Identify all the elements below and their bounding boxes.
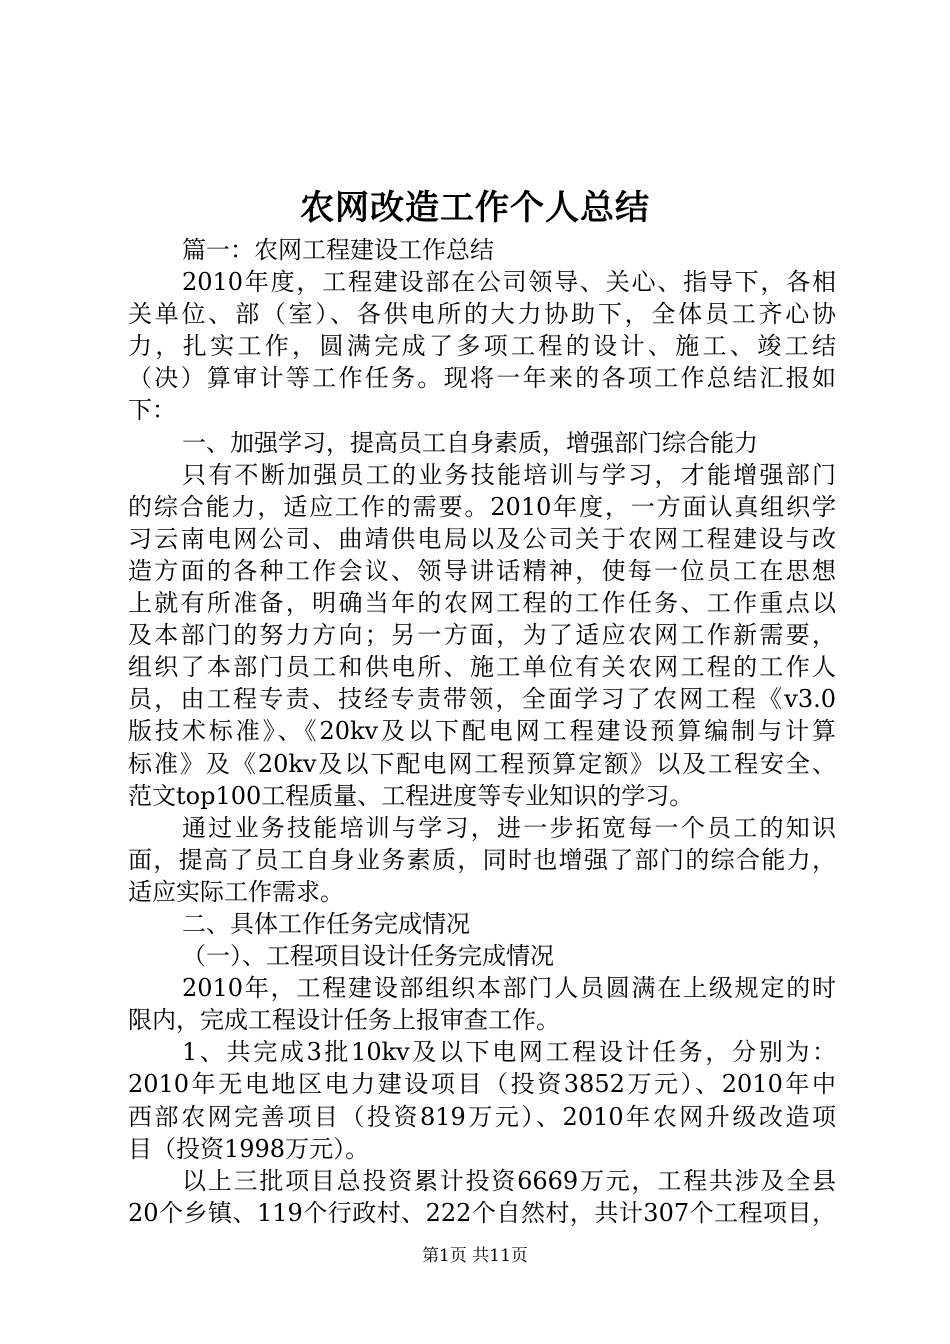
text-line: 造方面的各种工作会议、领导讲话精神，使每一位员工在思想 — [128, 556, 836, 585]
text-line: 上就有所准备，明确当年的农网工程的工作任务、工作重点以 — [128, 589, 836, 618]
text-line: 二、具体工作任务完成情况 — [182, 909, 470, 938]
text-line: 力，扎实工作，圆满完成了多项工程的设计、施工、竣工结 — [128, 332, 836, 361]
text-line: 篇一：农网工程建设工作总结 — [182, 236, 494, 264]
document-body — [128, 234, 836, 1229]
text-line: 的综合能力，适应工作的需要。2010年度，一方面认真组织学 — [128, 492, 836, 521]
text-line: 关单位、部（室）、各供电所的大力协助下，全体员工齐心协 — [128, 300, 836, 329]
text-line: 2010年无电地区电力建设项目（投资3852万元）、2010年中 — [128, 1070, 836, 1099]
text-line: 通过业务技能培训与学习，进一步拓宽每一个员工的知识 — [182, 813, 836, 842]
text-line: 面，提高了员工自身业务素质，同时也增强了部门的综合能力， — [128, 845, 836, 874]
text-line: 1、共完成3批10kv及以下电网工程设计任务，分别为： — [182, 1038, 836, 1067]
text-line: 习云南电网公司、曲靖供电局以及公司关于农网工程建设与改 — [128, 524, 836, 553]
text-line: 适应实际工作需求。 — [128, 877, 344, 906]
text-line: 2010年度，工程建设部在公司领导、关心、指导下，各相 — [182, 268, 836, 297]
text-line: 标准》及《20kv及以下配电网工程预算定额》以及工程安全、 — [128, 749, 836, 778]
page-footer: 第1页 共11页 — [422, 1246, 528, 1266]
text-line: 员，由工程专责、技经专责带领，全面学习了农网工程《v3.0 — [128, 685, 836, 714]
text-line: 目（投资1998万元）。 — [128, 1134, 370, 1163]
text-line: 下： — [128, 396, 176, 425]
text-line: 版技术标准》、《20kv及以下配电网工程建设预算编制与计算 — [128, 717, 836, 746]
text-line: 只有不断加强员工的业务技能培训与学习，才能增强部门 — [182, 460, 836, 489]
text-line: 限内，完成工程设计任务上报审查工作。 — [128, 1006, 560, 1035]
text-line: 20个乡镇、119个行政村、222个自然村，共计307个工程项目， — [128, 1198, 836, 1227]
text-line: （一）、工程项目设计任务完成情况 — [182, 942, 554, 971]
text-line: 以上三批项目总投资累计投资6669万元，工程共涉及全县 — [182, 1166, 836, 1195]
text-line: 西部农网完善项目（投资819万元）、2010年农网升级改造项 — [128, 1102, 836, 1131]
text-line: 及本部门的努力方向；另一方面，为了适应农网工作新需要， — [128, 621, 836, 650]
text-line: 范文top100工程质量、工程进度等专业知识的学习。 — [128, 781, 694, 810]
document-title: 农网改造工作个人总结 — [300, 188, 650, 228]
text-line: 2010年，工程建设部组织本部门人员圆满在上级规定的时 — [182, 974, 836, 1003]
text-line: 一、加强学习，提高员工自身素质，增强部门综合能力 — [182, 428, 758, 457]
text-line: 组织了本部门员工和供电所、施工单位有关农网工程的工作人 — [128, 653, 836, 682]
text-line: （决）算审计等工作任务。现将一年来的各项工作总结汇报如 — [128, 364, 836, 393]
